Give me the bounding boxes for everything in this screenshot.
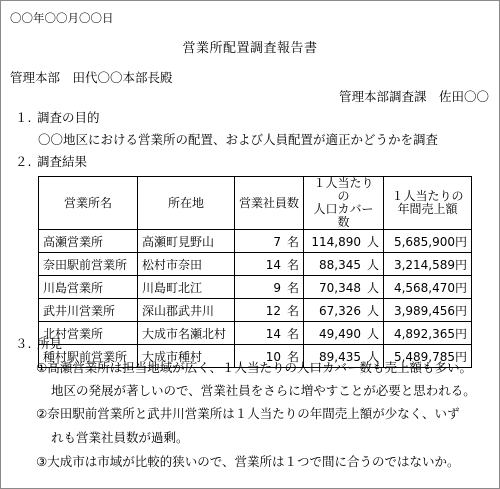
table-header-row: [39, 177, 472, 230]
staff-value: 9: [273, 280, 281, 295]
cell-coverage: [304, 230, 384, 253]
cell-office: 高瀬営業所: [39, 230, 138, 253]
staff-value: 7: [273, 234, 281, 249]
cell-location: 高瀬町見野山: [138, 230, 235, 253]
staff-value: 12: [265, 303, 281, 318]
coverage-value: 89,435: [319, 349, 361, 364]
section-heading: 調査結果: [37, 154, 88, 169]
report-title: 営業所配置調査報告書: [182, 41, 318, 56]
section-heading: 調査の目的: [37, 110, 100, 125]
cell-office: 北村営業所: [39, 322, 138, 345]
coverage-unit: 人: [367, 280, 380, 295]
staff-unit: 名: [287, 326, 300, 341]
finding-line: 地区の発展が著しいので、営業社員をさらに増やすことが必要と思われる。: [51, 383, 476, 398]
cell-office: 川島営業所: [39, 276, 138, 299]
column-header-staff: 営業社員数: [235, 177, 304, 230]
cell-sales: 5,489,785円: [384, 345, 472, 368]
staff-value: 10: [265, 349, 281, 364]
cell-office: 武井川営業所: [39, 299, 138, 322]
report-date: 〇〇年〇〇月〇〇日: [10, 11, 114, 25]
cell-coverage: [304, 276, 384, 299]
section-findings-heading: [15, 334, 62, 352]
staff-unit: 名: [287, 234, 300, 249]
purpose-text: 〇〇地区における営業所の配置、および人員配置が適正かどうかを調査: [38, 132, 439, 147]
cell-sales: 3,989,456円: [384, 299, 472, 322]
finding-line: ③大成市は市域が比較的狭いので、営業所は１つで間に合うのではないか。: [36, 454, 460, 469]
cell-staff: [235, 299, 304, 322]
table-row: [39, 299, 472, 322]
coverage-unit: 人: [367, 257, 380, 272]
cell-coverage: [304, 322, 384, 345]
coverage-unit: 人: [367, 349, 380, 364]
coverage-unit: 人: [367, 326, 380, 341]
cell-office: 奈田駅前営業所: [39, 253, 138, 276]
cell-sales: 4,568,470円: [384, 276, 472, 299]
cell-location: 深山郡武井川: [138, 299, 235, 322]
finding-line: れも営業社員数が過剰。: [51, 430, 189, 445]
addressee: 管理本部 田代〇〇本部長殿: [10, 70, 173, 85]
cell-location: 大成市名瀬北村: [138, 322, 235, 345]
table-row: [39, 276, 472, 299]
column-header-coverage: １人当たりの 人口カバー数: [304, 177, 384, 230]
cell-location: 松村市奈田: [138, 253, 235, 276]
staff-unit: 名: [287, 303, 300, 318]
column-header-location: 所在地: [138, 177, 235, 230]
cell-staff: [235, 230, 304, 253]
staff-value: 14: [265, 257, 281, 272]
cell-location: 川島町北江: [138, 276, 235, 299]
coverage-value: 114,890: [311, 234, 361, 249]
table-row: [39, 253, 472, 276]
column-header-office: 営業所名: [39, 177, 138, 230]
finding-line: ②奈田駅前営業所と武井川営業所は１人当たりの年間売上額が少なく、いず: [36, 406, 460, 421]
section-number: ２.: [15, 154, 32, 169]
cell-staff: [235, 253, 304, 276]
section-purpose-heading: [15, 108, 100, 126]
section-number: ３.: [15, 336, 32, 351]
staff-value: 14: [265, 326, 281, 341]
cell-sales: 3,214,589円: [384, 253, 472, 276]
section-number: １.: [15, 110, 32, 125]
coverage-value: 88,345: [319, 257, 361, 272]
cell-sales: 5,685,900円: [384, 230, 472, 253]
cell-sales: 4,892,365円: [384, 322, 472, 345]
coverage-value: 67,326: [319, 303, 361, 318]
sender: 管理本部調査課 佐田〇〇: [338, 89, 489, 104]
section-results-heading: [15, 152, 87, 170]
column-header-sales: １人当たりの 年間売上額: [384, 177, 472, 230]
cell-staff: [235, 276, 304, 299]
cell-coverage: [304, 299, 384, 322]
finding-line: ①高瀬営業所は担当地域が広く、１人当たりの人口カバー数も売上額も多い。: [36, 360, 472, 375]
staff-unit: 名: [287, 280, 300, 295]
table-row: [39, 230, 472, 253]
staff-unit: 名: [287, 257, 300, 272]
cell-staff: [235, 322, 304, 345]
table-row: [39, 322, 472, 345]
cell-office: 種村駅前営業所: [39, 345, 138, 368]
coverage-value: 70,348: [319, 280, 361, 295]
cell-coverage: [304, 253, 384, 276]
cell-location: 大成市種村: [138, 345, 235, 368]
staff-unit: 名: [287, 349, 300, 364]
coverage-unit: 人: [367, 303, 380, 318]
coverage-unit: 人: [367, 234, 380, 249]
coverage-value: 49,490: [319, 326, 361, 341]
section-heading: 所見: [37, 336, 63, 351]
results-table: [38, 176, 472, 368]
